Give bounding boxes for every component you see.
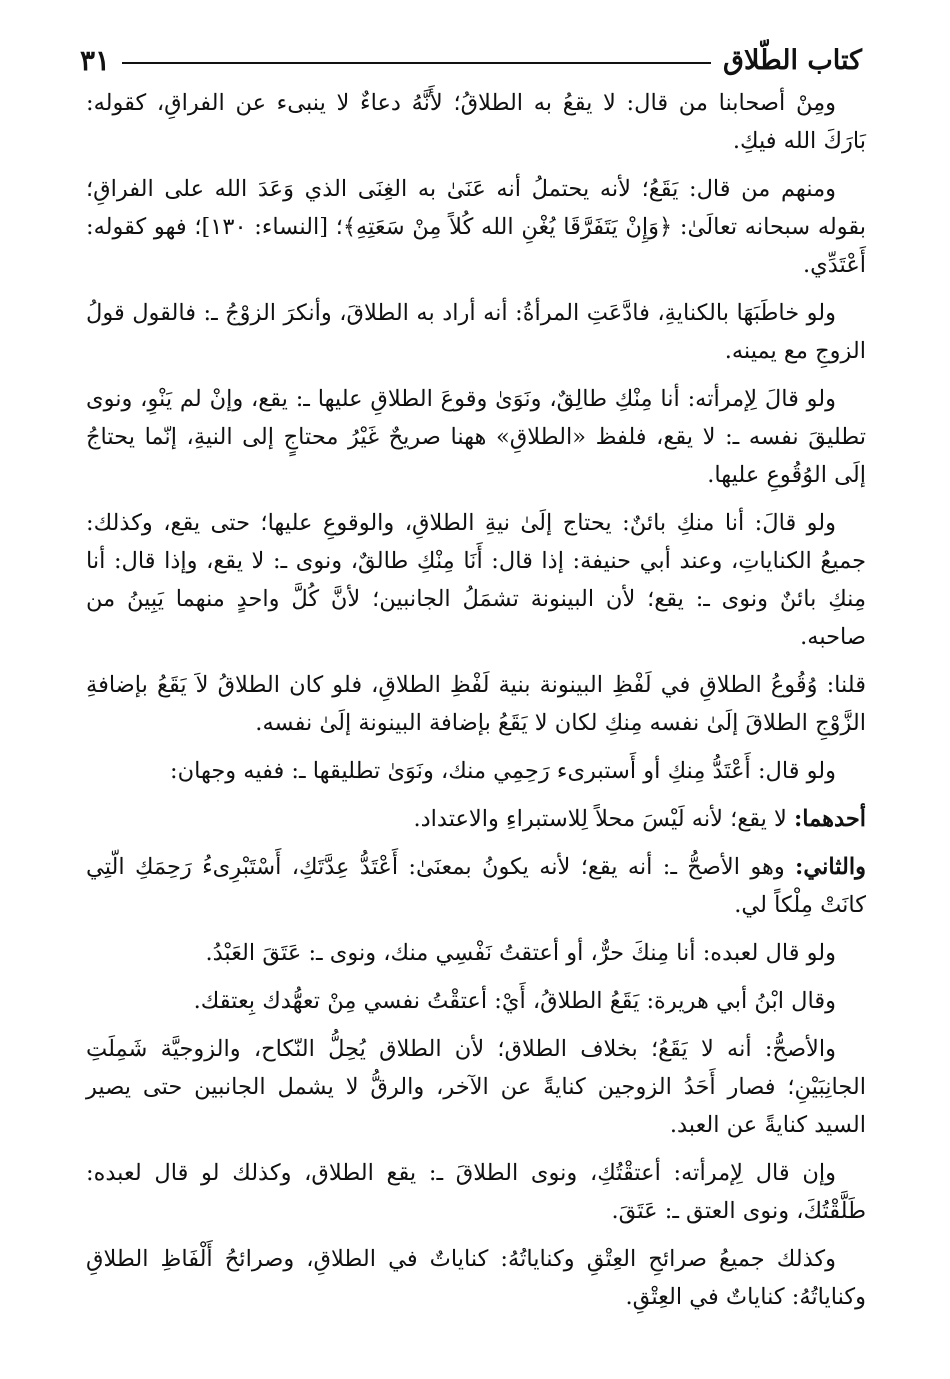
paragraph: وإن قال لِإمرأته: أعتقْتُكِ، ونوى الطلاقَ ـ: يقع الطلاق، وكذلك لو قال لعبده: طَلَّقْتُكَ، ونوى العتق ـ: عَتَقَ. [86,1160,866,1224]
paragraph: ولو قال لعبده: أنا مِنكَ حرٌّ، أو أعتقتُ نَفْسِي منك، ونوى ـ: عَتَقَ العَبْدُ. [205,940,836,966]
paragraph: ولو قال: أَعْتَدُّ مِنكِ أو أَستبرىء رَحِمِي منك، ونَوَىٰ تطليقها ـ: ففيه وجهان: [170,758,836,784]
chapter-title: كتاب الطّلاق [723,44,862,76]
page-number: ٣١ [80,43,111,77]
body-text [86,84,866,1326]
paragraph: قلنا: وُقُوعُ الطلاقِ في لَفْظِ البينونة بنية لَفْظِ الطلاقِ، فلو كان الطلاقُ لاَ يَقَعُ بإضافةِ الزَّوْجِ الطلاقَ إلَىٰ نفسه مِنكِ لكان لا يَقَعُ بإضافة البينونة إلَىٰ نفسه. [86,672,866,736]
running-header [80,40,862,80]
paragraph: ولو خاطَبَهَا بالكنايةِ، فادَّعَتِ المرأةُ: أنه أراد به الطلاقَ، وأنكرَ الزوْجُ ـ: فالقول قولُ الزوجِ مع يمينه. [86,300,866,364]
paragraph: أحدهما: لا يقع؛ لأنه لَيْسَ محلاً لِلاستبراءِ والاعتداد. [413,806,866,832]
paragraph: والأصحُّ: أنه لا يَقَعُ؛ بخلاف الطلاق؛ لأن الطلاق يُحِلُّ النّكاح، والزوجيَّة شَمِلَتِ الجانِبَيْنِ؛ فصار أَحَدُ الزوجين كنايةً عن الآخر، والرقُّ لا يشمل الجانبين حتى يصير السيد كنايةً عن العبد. [86,1036,866,1138]
paragraph-lead: والثاني: [795,854,866,880]
paragraph: وكذلك جميعُ صرائحِ العِتْقِ وكناياتُهُ: كناياتٌ في الطلاقِ، وصرائحُ أَلْفَاظِ الطلاقِ وكناياتُهُ: كناياتٌ في العِتْقِ. [86,1246,866,1310]
paragraph: ولو قالَ: أنا منكِ بائنٌ: يحتاج إلَىٰ نيةِ الطلاقِ، والوقوعِ عليها؛ حتى يقع، وكذلك: جميعُ الكناياتِ، وعند أبي حنيفة: إذا قال: أَنَا مِنْكِ طالقٌ، ونوى ـ: لا يقع، وإذا قال: أنا مِنكِ بائنٌ ونوى ـ: يقع؛ لأن البينونة تشمَلُ الجانبين؛ لأنَّ كُلَّ واحدٍ منهما يَبِينُ من صاحبه. [86,510,866,650]
paragraph: والثاني: وهو الأصحُّ ـ: أنه يقع؛ لأنه يكونُ بمعنَىٰ: أَعْتَدُّ عِدَّتَكِ، أَسْتَبْرِىءُ رَحِمَكِ الّتِي كانَتْ مِلْكاً لي. [86,854,866,918]
paragraph-lead: أحدهما: [793,806,866,832]
header-rule [122,62,711,64]
paragraph: وقال ابْنُ أبي هريرة: يَقَعُ الطلاقُ، أَيْ: أعتقْتُ نفسي مِنْ تعهُّدك بِعتقك. [193,988,836,1014]
paragraph: ومنهم من قال: يَقَعُ؛ لأنه يحتملُ أنه عَنَىٰ به الغِنَى الذي وَعَدَ الله على الفراقِ؛ بقوله سبحانه تعالَىٰ: ﴿وَإِنْ يَتَفَرَّقَا يُغْنِ الله كُلاً مِنْ سَعَتِهِ﴾؛ [النساء: ١٣٠]؛ فهو كقوله: أَعْتَدِّي. [86,176,866,278]
paragraph: ومِنْ أصحابنا من قال: لا يقعُ به الطلاقُ؛ لأَنَّهُ دعاءٌ لا ينبىء عن الفراقِ، كقوله: بَارَكَ الله فيكِ. [86,90,866,154]
paragraph: ولو قالَ لِإمرأته: أنا مِنْكِ طالِقٌ، ونَوَىٰ وقوعَ الطلاقِ عليها ـ: يقع، وإنْ لم يَنْوِ، ونوى تطليقَ نفسه ـ: لا يقع، فلفظ «الطلاقِ» ههنا صريحٌ غَيْرُ محتاجٍ إلى النيةِ، إنّما يحتاجُ إلَى الوُقُوعِ عليها. [86,386,866,488]
